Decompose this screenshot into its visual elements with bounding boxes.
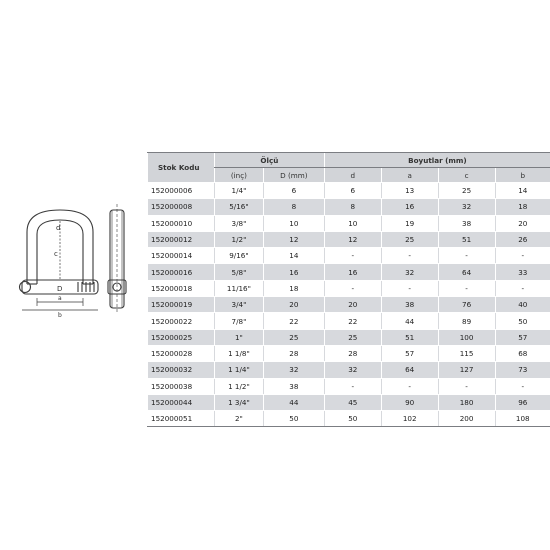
cell-c: - — [438, 280, 495, 296]
cell-a: 38 — [381, 297, 438, 313]
table-row — [148, 297, 550, 313]
cell-inc: 5/8" — [214, 264, 263, 280]
cell-a: 13 — [381, 183, 438, 199]
cell-d-mm: 10 — [263, 215, 324, 231]
cell-d: 20 — [324, 297, 381, 313]
cell-inc: 7/8" — [214, 313, 263, 329]
cell-stok-kodu: 152000012 — [148, 231, 215, 247]
cell-d-mm: 6 — [263, 183, 324, 199]
cell-d: 8 — [324, 199, 381, 215]
cell-d: 25 — [324, 329, 381, 345]
cell-b: 108 — [495, 411, 550, 427]
table-row — [148, 280, 550, 296]
cell-d: 16 — [324, 264, 381, 280]
table-row — [148, 411, 550, 427]
table-row — [148, 313, 550, 329]
shackle-side-view — [108, 204, 126, 314]
cell-inc: 11/16" — [214, 280, 263, 296]
cell-inc: 3/4" — [214, 297, 263, 313]
cell-c: 64 — [438, 264, 495, 280]
table-row — [148, 378, 550, 394]
cell-b: - — [495, 280, 550, 296]
cell-d-mm: 8 — [263, 199, 324, 215]
dim-label-a: a — [58, 295, 62, 302]
cell-d-mm: 20 — [263, 297, 324, 313]
header-col-b: b — [495, 168, 550, 183]
cell-b: 96 — [495, 394, 550, 410]
cell-d: 45 — [324, 394, 381, 410]
cell-b: 68 — [495, 345, 550, 361]
cell-a: 64 — [381, 362, 438, 378]
cell-a: 32 — [381, 264, 438, 280]
dim-label-D: D — [57, 285, 63, 293]
spec-table — [147, 152, 550, 427]
dim-label-b: b — [58, 312, 62, 319]
cell-b: - — [495, 378, 550, 394]
cell-d-mm: 22 — [263, 313, 324, 329]
cell-c: 32 — [438, 199, 495, 215]
header-col-d: d — [324, 168, 381, 183]
header-d-mm: D (mm) — [263, 168, 324, 183]
header-stok-kodu: Stok Kodu — [148, 153, 215, 183]
cell-a: 19 — [381, 215, 438, 231]
cell-c: - — [438, 248, 495, 264]
cell-c: 89 — [438, 313, 495, 329]
header-boyutlar: Boyutlar (mm) — [324, 153, 550, 168]
cell-c: 76 — [438, 297, 495, 313]
cell-stok-kodu: 152000044 — [148, 394, 215, 410]
cell-c: - — [438, 378, 495, 394]
cell-stok-kodu: 152000006 — [148, 183, 215, 199]
cell-inc: 1/2" — [214, 231, 263, 247]
cell-d-mm: 32 — [263, 362, 324, 378]
cell-c: 100 — [438, 329, 495, 345]
cell-inc: 3/8" — [214, 215, 263, 231]
header-col-a: a — [381, 168, 438, 183]
table-row — [148, 345, 550, 361]
cell-stok-kodu: 152000010 — [148, 215, 215, 231]
cell-d: 50 — [324, 411, 381, 427]
cell-c: 180 — [438, 394, 495, 410]
dim-label-d: d — [56, 224, 61, 232]
cell-b: 26 — [495, 231, 550, 247]
cell-d-mm: 16 — [263, 264, 324, 280]
cell-d: 22 — [324, 313, 381, 329]
cell-d-mm: 18 — [263, 280, 324, 296]
cell-d-mm: 14 — [263, 248, 324, 264]
cell-d-mm: 38 — [263, 378, 324, 394]
cell-d-mm: 28 — [263, 345, 324, 361]
table-row — [148, 215, 550, 231]
cell-a: - — [381, 378, 438, 394]
cell-stok-kodu: 152000028 — [148, 345, 215, 361]
cell-b: 57 — [495, 329, 550, 345]
cell-a: 57 — [381, 345, 438, 361]
cell-d: 12 — [324, 231, 381, 247]
header-inc: (inç) — [214, 168, 263, 183]
table-row — [148, 329, 550, 345]
cell-b: 14 — [495, 183, 550, 199]
cell-stok-kodu: 152000025 — [148, 329, 215, 345]
cell-d-mm: 25 — [263, 329, 324, 345]
cell-stok-kodu: 152000032 — [148, 362, 215, 378]
cell-a: 25 — [381, 231, 438, 247]
cell-c: 38 — [438, 215, 495, 231]
cell-d: - — [324, 280, 381, 296]
cell-stok-kodu: 152000016 — [148, 264, 215, 280]
cell-c: 25 — [438, 183, 495, 199]
cell-d: 10 — [324, 215, 381, 231]
table-row — [148, 231, 550, 247]
cell-inc: 9/16" — [214, 248, 263, 264]
table-row — [148, 183, 550, 199]
table-body — [148, 183, 550, 427]
cell-stok-kodu: 152000038 — [148, 378, 215, 394]
table-row — [148, 394, 550, 410]
header-olcu: Ölçü — [214, 153, 324, 168]
cell-b: 40 — [495, 297, 550, 313]
cell-d: - — [324, 378, 381, 394]
cell-c: 51 — [438, 231, 495, 247]
cell-inc: 1 1/8" — [214, 345, 263, 361]
cell-d: - — [324, 248, 381, 264]
cell-a: 51 — [381, 329, 438, 345]
cell-b: 18 — [495, 199, 550, 215]
cell-stok-kodu: 152000014 — [148, 248, 215, 264]
table-row — [148, 362, 550, 378]
cell-stok-kodu: 152000022 — [148, 313, 215, 329]
cell-d-mm: 12 — [263, 231, 324, 247]
cell-a: - — [381, 248, 438, 264]
shackle-diagram — [0, 196, 146, 322]
cell-stok-kodu: 152000008 — [148, 199, 215, 215]
header-col-c: c — [438, 168, 495, 183]
cell-a: 102 — [381, 411, 438, 427]
dim-label-c: c — [54, 250, 58, 258]
cell-d-mm: 44 — [263, 394, 324, 410]
cell-inc: 5/16" — [214, 199, 263, 215]
cell-c: 127 — [438, 362, 495, 378]
table-row — [148, 199, 550, 215]
cell-inc: 2" — [214, 411, 263, 427]
cell-b: 33 — [495, 264, 550, 280]
cell-inc: 1 1/2" — [214, 378, 263, 394]
cell-b: 20 — [495, 215, 550, 231]
cell-d: 6 — [324, 183, 381, 199]
cell-a: - — [381, 280, 438, 296]
cell-d: 32 — [324, 362, 381, 378]
cell-a: 44 — [381, 313, 438, 329]
cell-inc: 1 3/4" — [214, 394, 263, 410]
cell-a: 90 — [381, 394, 438, 410]
cell-d-mm: 50 — [263, 411, 324, 427]
table-row — [148, 264, 550, 280]
cell-d: 28 — [324, 345, 381, 361]
cell-c: 200 — [438, 411, 495, 427]
cell-a: 16 — [381, 199, 438, 215]
cell-b: 73 — [495, 362, 550, 378]
cell-b: 50 — [495, 313, 550, 329]
cell-inc: 1/4" — [214, 183, 263, 199]
cell-inc: 1" — [214, 329, 263, 345]
cell-stok-kodu: 152000019 — [148, 297, 215, 313]
table-row — [148, 248, 550, 264]
cell-b: - — [495, 248, 550, 264]
table-header — [148, 153, 550, 183]
cell-stok-kodu: 152000051 — [148, 411, 215, 427]
cell-inc: 1 1/4" — [214, 362, 263, 378]
cell-c: 115 — [438, 345, 495, 361]
cell-stok-kodu: 152000018 — [148, 280, 215, 296]
shackle-drawing — [0, 196, 146, 322]
